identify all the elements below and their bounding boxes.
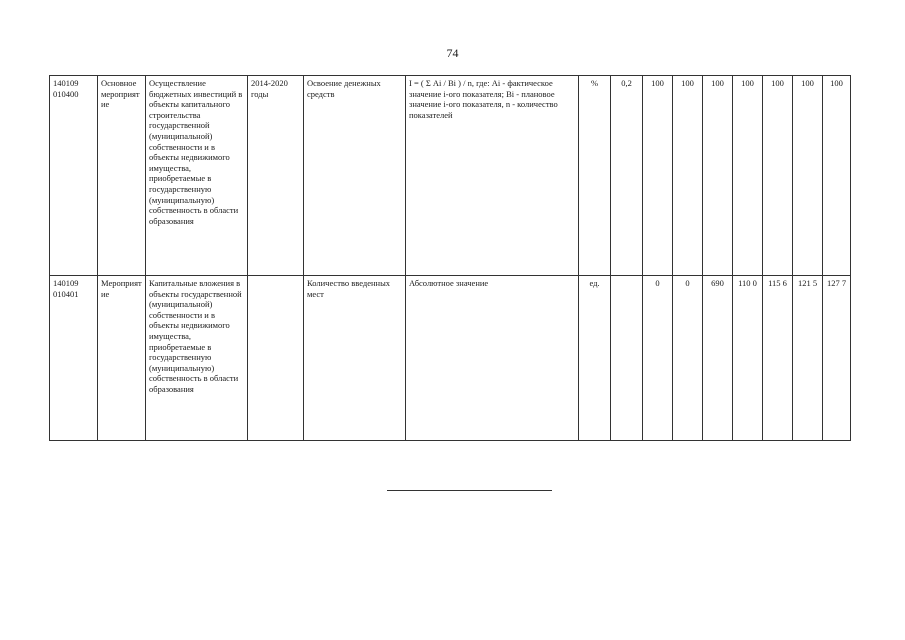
row-name: Осуществление бюджетных инвестиций в объекты капитального строительства государственной (муниципальной) собственности и в объекты недвижимого имущества, приобретаемые в государственную (муниципальную) собственность в области образования	[146, 76, 248, 276]
row-period: 2014-2020 годы	[248, 76, 304, 276]
indicator-table	[49, 75, 851, 441]
row-value: 100	[733, 76, 763, 276]
row-unit: ед.	[579, 276, 611, 441]
row-formula: I = ( Σ Ai / Bi ) / n, где: Ai - фактическое значение i-ого показателя; Bi - плановое значение i-ого показателя, n - количество показателей	[406, 76, 579, 276]
row-indicator: Освоение денежных средств	[304, 76, 406, 276]
row-value: 0	[673, 276, 703, 441]
row-value: 115 6	[763, 276, 793, 441]
row-value: 100	[703, 76, 733, 276]
row-value: 100	[823, 76, 851, 276]
row-period	[248, 276, 304, 441]
row-value: 100	[643, 76, 673, 276]
row-value: 127 7	[823, 276, 851, 441]
row-value: 100	[673, 76, 703, 276]
row-level: Основное мероприятие	[98, 76, 146, 276]
row-value: 100	[793, 76, 823, 276]
row-unit: %	[579, 76, 611, 276]
page-number: 74	[446, 46, 459, 60]
row-value: 100	[763, 76, 793, 276]
row-weight	[611, 276, 643, 441]
row-value: 690	[703, 276, 733, 441]
row-formula: Абсолютное значение	[406, 276, 579, 441]
row-level: Мероприятие	[98, 276, 146, 441]
row-name: Капитальные вложения в объекты государственной (муниципальной) собственности и в объекты недвижимого имущества, приобретаемые в государственную (муниципальную) собственность в области образования	[146, 276, 248, 441]
row-indicator: Количество введенных мест	[304, 276, 406, 441]
row-value: 0	[643, 276, 673, 441]
row-code: 140109 010400	[50, 76, 98, 276]
row-value: 110 0	[733, 276, 763, 441]
table-row	[50, 76, 851, 276]
row-value: 121 5	[793, 276, 823, 441]
footer-divider	[387, 490, 552, 491]
row-weight: 0,2	[611, 76, 643, 276]
row-code: 140109 010401	[50, 276, 98, 441]
table-row	[50, 276, 851, 441]
